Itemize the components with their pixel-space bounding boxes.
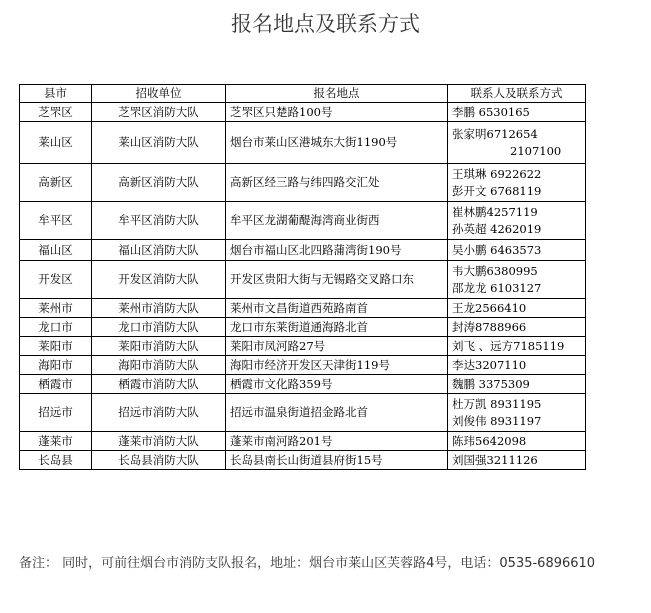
cell-county: 招远市 bbox=[20, 394, 92, 432]
cell-contact bbox=[448, 240, 586, 261]
contact-line: 刘飞 、远方7185119 bbox=[452, 338, 565, 353]
footnote: 备注： 同时，可前往烟台市消防支队报名，地址：烟台市莱山区芙蓉路4号，电话：0535-6896610 bbox=[19, 556, 596, 571]
cell-unit: 招远市消防大队 bbox=[92, 394, 226, 432]
contact-line: 王龙2566410 bbox=[452, 300, 527, 315]
table-row bbox=[20, 202, 586, 240]
registration-table bbox=[19, 84, 586, 470]
contact-line: 李达3207110 bbox=[452, 357, 527, 372]
cell-county: 长岛县 bbox=[20, 451, 92, 470]
table-header-row bbox=[20, 85, 586, 103]
cell-contact bbox=[448, 337, 586, 356]
contact-line: 李鹏 6530165 bbox=[452, 104, 530, 119]
cell-county: 莱州市 bbox=[20, 299, 92, 318]
cell-address: 长岛县南长山街道县府街15号 bbox=[226, 451, 448, 470]
cell-address: 高新区经三路与纬四路交汇处 bbox=[226, 164, 448, 202]
table-row bbox=[20, 240, 586, 261]
cell-county: 芝罘区 bbox=[20, 103, 92, 122]
cell-contact bbox=[448, 356, 586, 375]
cell-county: 蓬莱市 bbox=[20, 432, 92, 451]
cell-contact bbox=[448, 451, 586, 470]
cell-address: 莱州市文昌街道西苑路南首 bbox=[226, 299, 448, 318]
contact-line: 刘国强3211126 bbox=[452, 452, 538, 467]
cell-unit: 高新区消防大队 bbox=[92, 164, 226, 202]
cell-unit: 开发区消防大队 bbox=[92, 261, 226, 299]
contact-line: 杜万凯 8931195 bbox=[452, 396, 542, 411]
cell-county: 牟平区 bbox=[20, 202, 92, 240]
cell-county: 开发区 bbox=[20, 261, 92, 299]
table-row bbox=[20, 103, 586, 122]
cell-address: 莱阳市凤河路27号 bbox=[226, 337, 448, 356]
cell-contact bbox=[448, 122, 586, 164]
table-row bbox=[20, 261, 586, 299]
cell-contact bbox=[448, 299, 586, 318]
cell-unit: 龙口市消防大队 bbox=[92, 318, 226, 337]
table-row bbox=[20, 375, 586, 394]
cell-contact bbox=[448, 318, 586, 337]
contact-line: 崔林鹏4257119 bbox=[452, 204, 538, 219]
table-row bbox=[20, 122, 586, 164]
cell-contact bbox=[448, 432, 586, 451]
header-address: 报名地点 bbox=[226, 85, 448, 103]
table-row bbox=[20, 356, 586, 375]
cell-county: 高新区 bbox=[20, 164, 92, 202]
cell-unit: 长岛县消防大队 bbox=[92, 451, 226, 470]
contact-line: 孙英超 4262019 bbox=[452, 221, 542, 236]
contact-line: 封涛8788966 bbox=[452, 319, 527, 334]
table-row bbox=[20, 318, 586, 337]
header-county: 县市 bbox=[20, 85, 92, 103]
cell-contact bbox=[448, 164, 586, 202]
cell-unit: 栖霞市消防大队 bbox=[92, 375, 226, 394]
contact-line: 刘俊伟 8931197 bbox=[452, 413, 542, 428]
cell-contact bbox=[448, 103, 586, 122]
cell-unit: 蓬莱市消防大队 bbox=[92, 432, 226, 451]
page-title: 报名地点及联系方式 bbox=[231, 12, 420, 36]
contact-line: 韦大鹏6380995 bbox=[452, 263, 538, 278]
cell-county: 龙口市 bbox=[20, 318, 92, 337]
table-row bbox=[20, 337, 586, 356]
contact-line: 魏鹏 3375309 bbox=[452, 376, 530, 391]
table-row bbox=[20, 394, 586, 432]
cell-contact bbox=[448, 375, 586, 394]
header-unit: 招收单位 bbox=[92, 85, 226, 103]
cell-unit: 牟平区消防大队 bbox=[92, 202, 226, 240]
table-row bbox=[20, 164, 586, 202]
contact-line: 2107100 bbox=[510, 143, 562, 158]
cell-address: 龙口市东莱街道通海路北首 bbox=[226, 318, 448, 337]
cell-unit: 莱州市消防大队 bbox=[92, 299, 226, 318]
cell-contact bbox=[448, 394, 586, 432]
cell-address: 烟台市福山区北四路蒲湾街190号 bbox=[226, 240, 448, 261]
cell-unit: 莱阳市消防大队 bbox=[92, 337, 226, 356]
cell-contact bbox=[448, 261, 586, 299]
cell-address: 烟台市莱山区港城东大街1190号 bbox=[226, 122, 448, 164]
cell-contact bbox=[448, 202, 586, 240]
cell-unit: 芝罘区消防大队 bbox=[92, 103, 226, 122]
table-row bbox=[20, 432, 586, 451]
cell-county: 栖霞市 bbox=[20, 375, 92, 394]
cell-county: 海阳市 bbox=[20, 356, 92, 375]
contact-line: 吴小鹏 6463573 bbox=[452, 242, 542, 257]
cell-unit: 海阳市消防大队 bbox=[92, 356, 226, 375]
cell-address: 牟平区龙湖葡醍海湾商业街西 bbox=[226, 202, 448, 240]
cell-unit: 福山区消防大队 bbox=[92, 240, 226, 261]
contact-line: 邵龙龙 6103127 bbox=[452, 280, 542, 295]
cell-county: 莱山区 bbox=[20, 122, 92, 164]
cell-county: 福山区 bbox=[20, 240, 92, 261]
header-contact: 联系人及联系方式 bbox=[448, 85, 586, 103]
table-row bbox=[20, 451, 586, 470]
contact-line: 陈玮5642098 bbox=[452, 433, 527, 448]
table-row bbox=[20, 299, 586, 318]
cell-address: 芝罘区只楚路100号 bbox=[226, 103, 448, 122]
contact-line: 王琪琳 6922622 bbox=[452, 166, 542, 181]
contact-line: 彭开文 6768119 bbox=[452, 183, 542, 198]
contact-line: 张家明6712654 bbox=[452, 126, 538, 141]
cell-county: 莱阳市 bbox=[20, 337, 92, 356]
cell-address: 海阳市经济开发区天津街119号 bbox=[226, 356, 448, 375]
cell-address: 开发区贵阳大街与无锡路交叉路口东 bbox=[226, 261, 448, 299]
cell-address: 蓬莱市南河路201号 bbox=[226, 432, 448, 451]
cell-address: 招远市温泉街道招金路北首 bbox=[226, 394, 448, 432]
cell-unit: 莱山区消防大队 bbox=[92, 122, 226, 164]
cell-address: 栖霞市文化路359号 bbox=[226, 375, 448, 394]
